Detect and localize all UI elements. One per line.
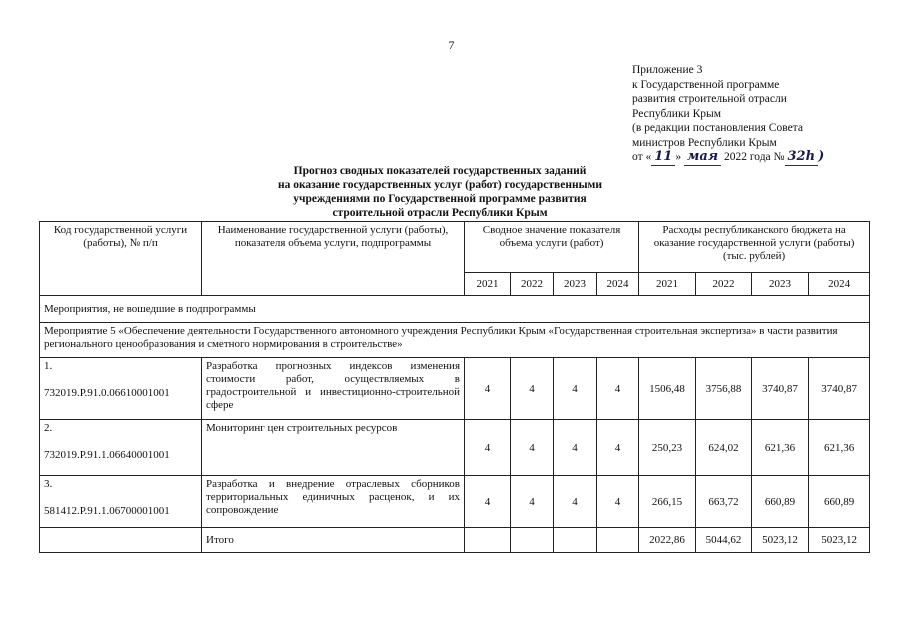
row-expense: 660,89 — [752, 476, 809, 528]
appendix-line-2: к Государственной программе — [632, 78, 780, 91]
row-code-cell — [40, 358, 202, 420]
table-row — [40, 420, 870, 476]
row-expense: 624,02 — [696, 420, 752, 476]
event-row — [40, 323, 870, 358]
table-row — [40, 358, 870, 420]
table-row — [40, 476, 870, 528]
row-volume: 4 — [511, 358, 554, 420]
row-code-cell — [40, 420, 202, 476]
date-year: 2022 года № — [723, 151, 785, 163]
row-code: 581412.Р.91.1.06700001001 — [44, 505, 170, 517]
expense-year: 2022 — [696, 273, 752, 296]
section-title: Мероприятия, не вошедшие в подпрограммы — [40, 296, 870, 323]
date-day-handwritten: 11 — [651, 150, 675, 166]
appendix-line-5: (в редакции постановления Совета — [632, 122, 803, 134]
total-expense: 5023,12 — [752, 528, 809, 553]
total-volume-empty — [554, 528, 597, 553]
row-code: 732019.Р.91.1.06640001001 — [44, 449, 170, 461]
row-number: 3. — [44, 478, 53, 490]
row-expense: 266,15 — [639, 476, 696, 528]
row-code-cell — [40, 476, 202, 528]
row-expense: 621,36 — [809, 420, 870, 476]
expense-year: 2024 — [809, 273, 870, 296]
title-line-4: строительной отрасли Республики Крым — [332, 207, 548, 219]
total-expense: 5023,12 — [809, 528, 870, 553]
total-empty-cell — [40, 528, 202, 553]
row-expense: 3756,88 — [696, 358, 752, 420]
total-label: Итого — [202, 528, 465, 553]
row-expense: 3740,87 — [809, 358, 870, 420]
document-title — [240, 164, 640, 220]
volume-year: 2021 — [465, 273, 511, 296]
appendix-line-1: Приложение 3 — [632, 64, 703, 76]
event-title: Мероприятие 5 «Обеспечение деятельности Государственного автономного учреждения Республики Крым «Государственная строительная экспертиза» в части развития регионального ценообразования и сметного нормирования в строительстве» — [40, 323, 870, 358]
volume-year: 2023 — [554, 273, 597, 296]
row-name: Разработка и внедрение отраслевых сборников территориальных единичных расценок, и их сопровождение — [202, 476, 465, 528]
row-expense: 250,23 — [639, 420, 696, 476]
row-volume: 4 — [511, 420, 554, 476]
total-volume-empty — [597, 528, 639, 553]
appendix-line-3: развития строительной отрасли — [632, 93, 787, 105]
total-expense: 2022,86 — [639, 528, 696, 553]
row-volume: 4 — [511, 476, 554, 528]
row-expense: 1506,48 — [639, 358, 696, 420]
total-expense: 5044,62 — [696, 528, 752, 553]
row-volume: 4 — [465, 476, 511, 528]
date-from: от « — [632, 151, 652, 163]
row-code: 732019.Р.91.0.06610001001 — [44, 387, 170, 399]
forecast-table — [39, 221, 870, 553]
row-expense: 660,89 — [809, 476, 870, 528]
row-volume: 4 — [465, 358, 511, 420]
row-name: Разработка прогнозных индексов изменения стоимости работ, осуществляемых в градостроительной и инвестиционно-строительной сфере — [202, 358, 465, 420]
expense-year: 2021 — [639, 273, 696, 296]
total-volume-empty — [465, 528, 511, 553]
row-volume: 4 — [597, 420, 639, 476]
total-volume-empty — [511, 528, 554, 553]
row-number: 1. — [44, 360, 53, 372]
volume-year: 2022 — [511, 273, 554, 296]
row-expense: 621,36 — [752, 420, 809, 476]
title-line-3: учреждениями по Государственной программе развития — [293, 193, 587, 205]
row-volume: 4 — [597, 476, 639, 528]
title-line-1: Прогноз сводных показателей государственных заданий — [293, 165, 587, 177]
title-line-2: на оказание государственных услуг (работ) государственными — [277, 179, 603, 191]
row-volume: 4 — [554, 476, 597, 528]
row-name: Мониторинг цен строительных ресурсов — [202, 420, 465, 476]
header-expenses: Расходы республиканского бюджета на оказание государственной услуги (работы) (тыс. рублей) — [639, 222, 870, 273]
header-code: Код государственной услуги (работы), № п/п — [40, 222, 202, 296]
row-expense: 3740,87 — [752, 358, 809, 420]
row-expense: 663,72 — [696, 476, 752, 528]
header-name: Наименование государственной услуги (работы), показателя объема услуги, подпрограммы — [202, 222, 465, 296]
appendix-line-4: Республики Крым — [632, 107, 721, 120]
resolution-number-handwritten: 32h — [785, 150, 819, 166]
row-volume: 4 — [465, 420, 511, 476]
header-row — [40, 222, 870, 273]
row-number: 2. — [44, 422, 53, 434]
section-row — [40, 296, 870, 323]
volume-year: 2024 — [597, 273, 639, 296]
appendix-block — [632, 63, 892, 166]
appendix-line-6: министров Республики Крым — [632, 136, 777, 149]
appendix-date-line: от « 11 » мая 2022 года № 32h ) — [632, 149, 825, 164]
row-volume: 4 — [554, 420, 597, 476]
header-volume: Сводное значение показателя объема услуги (работ) — [465, 222, 639, 273]
row-volume: 4 — [597, 358, 639, 420]
total-row — [40, 528, 870, 553]
page-number: 7 — [448, 38, 455, 52]
date-month-handwritten: мая — [684, 150, 721, 166]
expense-year: 2023 — [752, 273, 809, 296]
date-quote: » — [675, 151, 682, 163]
row-volume: 4 — [554, 358, 597, 420]
